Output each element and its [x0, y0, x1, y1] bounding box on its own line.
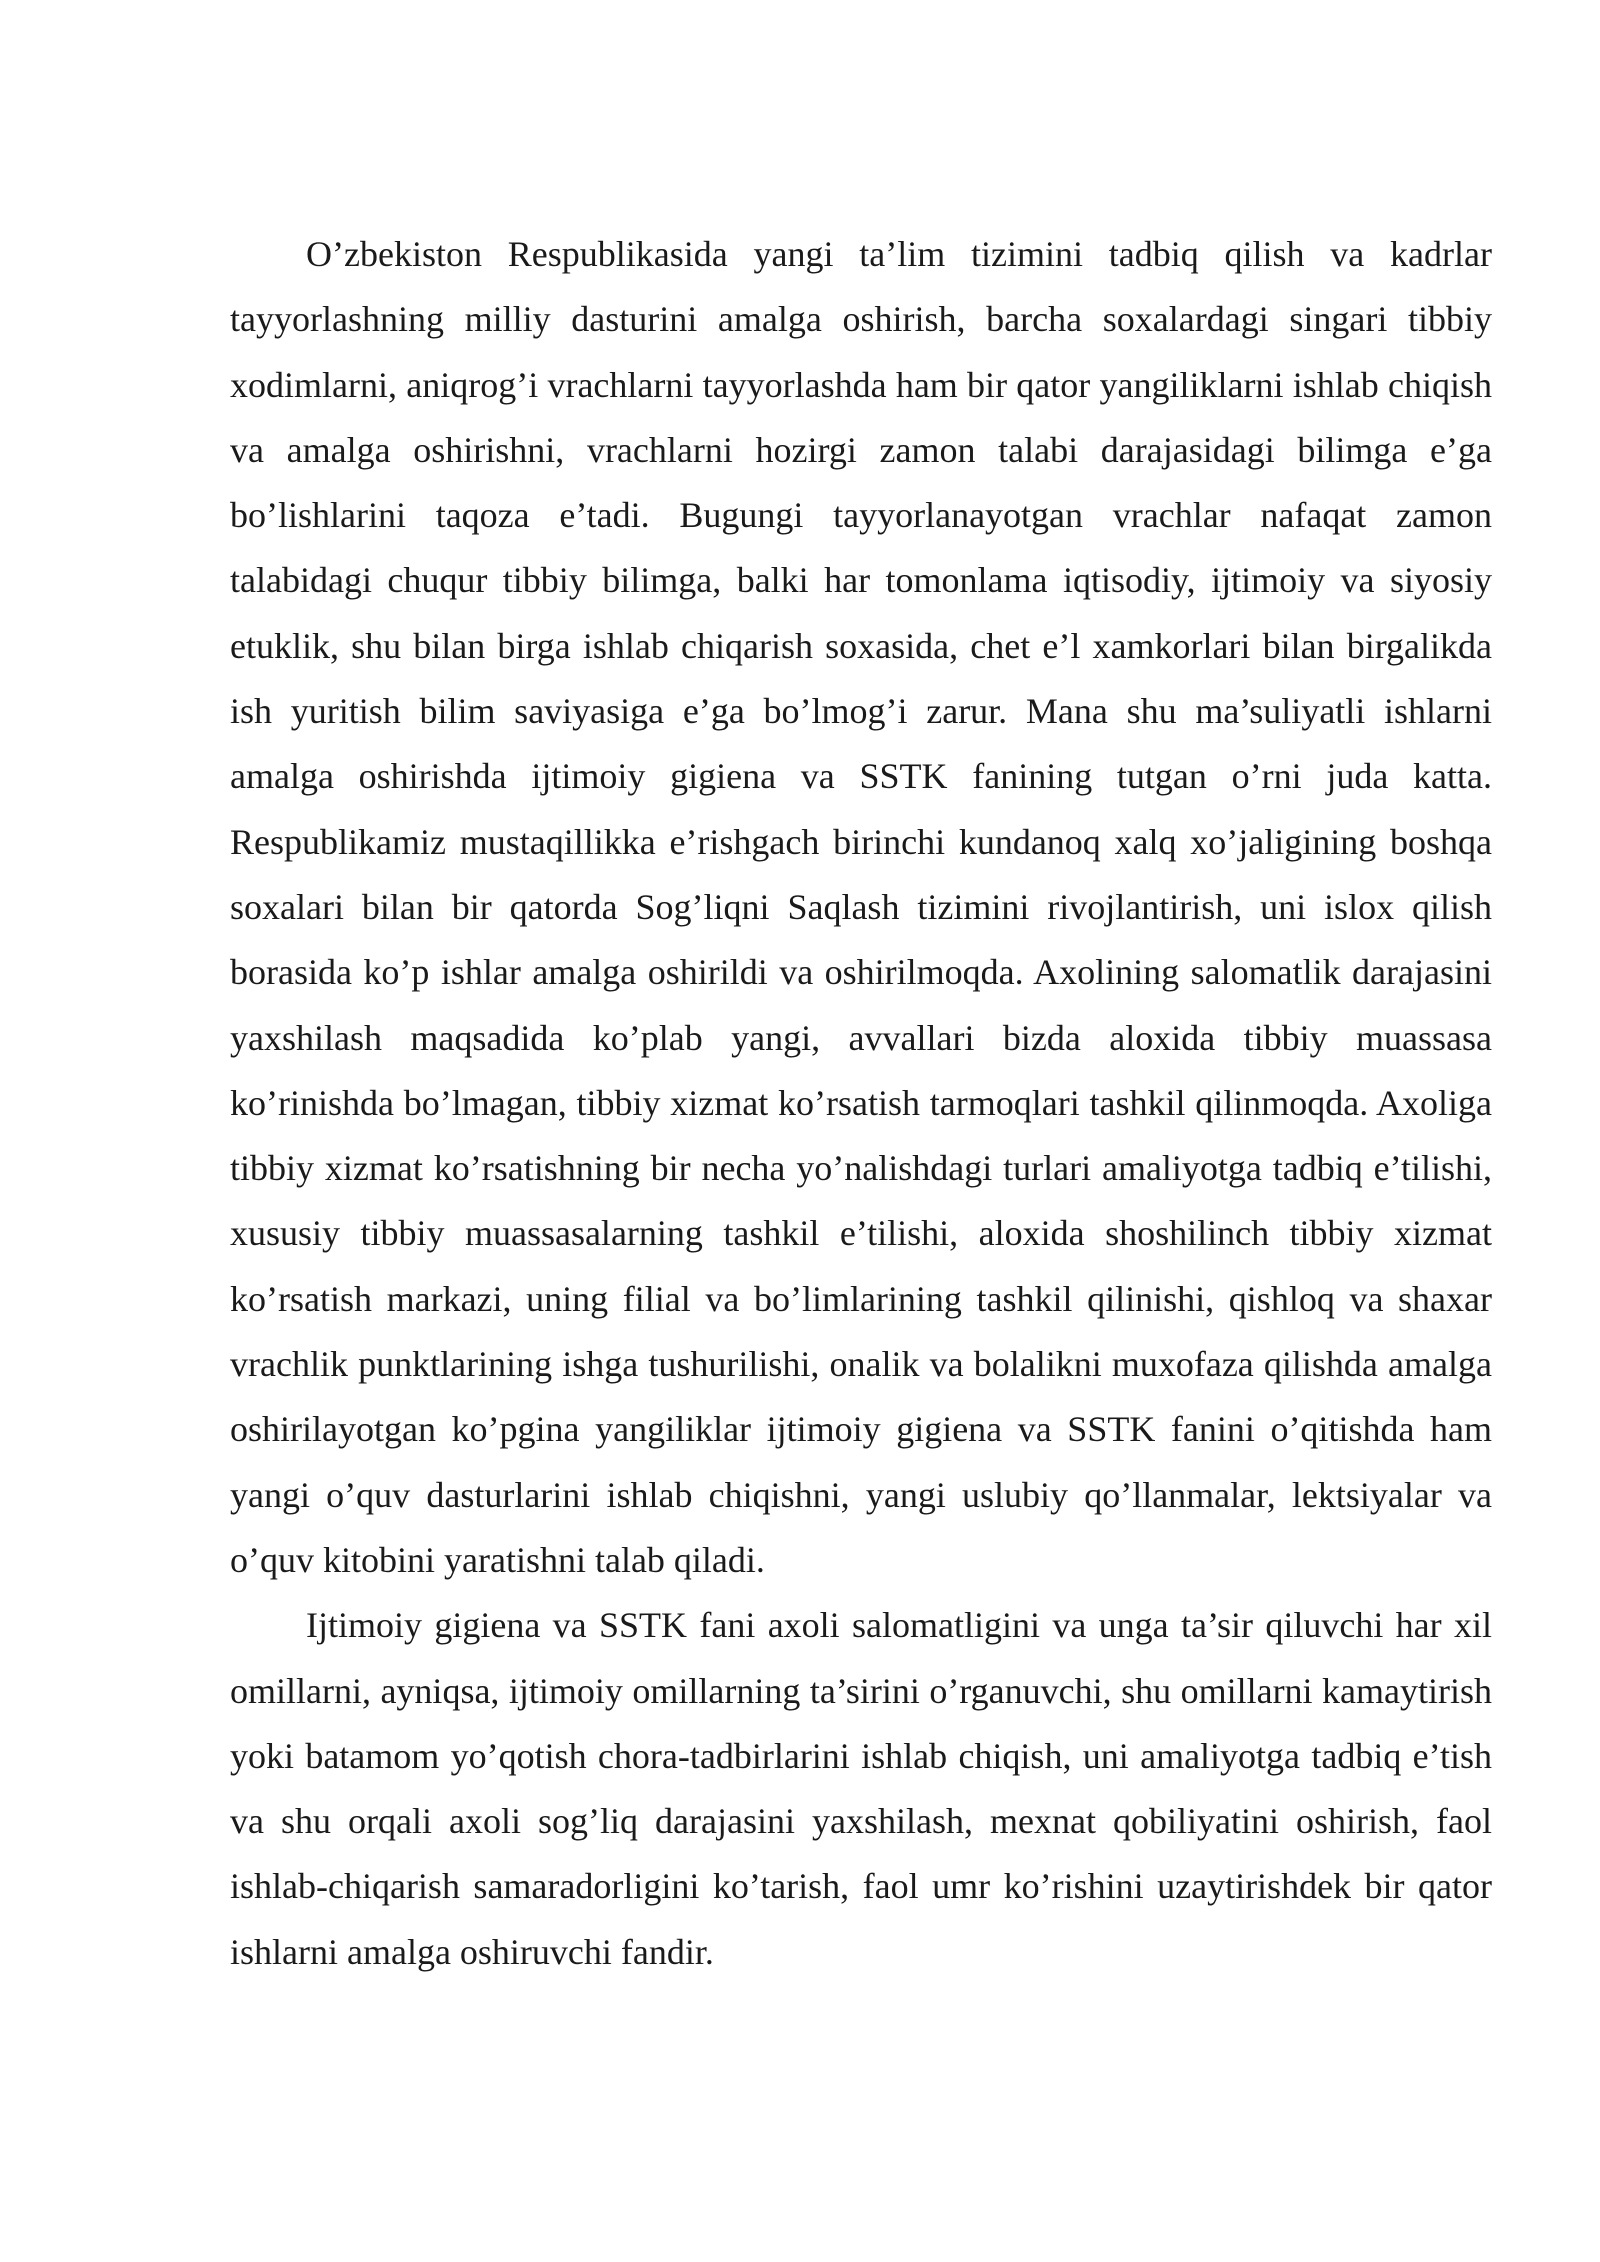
paragraph-1: O’zbekiston Respublikasida yangi ta’lim tizimini tadbiq qilish va kadrlar tayyorlashning milliy dasturini amalga oshirish, barcha soxalardagi singari tibbiy xodimlarni, aniqrog’i vrachlarni tayyorlashda ham bir qator yangiliklarni ishlab chiqish va amalga oshirishni, vrachlarni hozirgi zamon talabi darajasidagi bilimga e’ga bo’lishlarini taqoza e’tadi. Bugungi tayyorlanayotgan vrachlar nafaqat zamon talabidagi chuqur tibbiy bilimga, balki har tomonlama iqtisodiy, ijtimoiy va siyosiy etuklik, shu bilan birga ishlab chiqarish soxasida, chet e’l xamkorlari bilan birgalikda ish yuritish bilim saviyasiga e’ga bo’lmog’i zarur. Mana shu ma’suliyatli ishlarni amalga oshirishda ijtimoiy gigiena va SSTK fanining tutgan o’rni juda katta. Respublikamiz mustaqillikka e’rishgach birinchi kundanoq xalq xo’jaligining boshqa soxalari bilan bir qatorda Sog’liqni Saqlash tizimini rivojlantirish, uni islox qilish borasida ko’p ishlar amalga oshirildi va oshirilmoqda. Axolining salomatlik darajasini yaxshilash maqsadida ko’plab yangi, avvallari bizda aloxida tibbiy muassasa ko’rinishda bo’lmagan, tibbiy xizmat ko’rsatish tarmoqlari tashkil qilinmoqda. Axoliga tibbiy xizmat ko’rsatishning bir necha yo’nalishdagi turlari amaliyotga tadbiq e’tilishi, xususiy tibbiy muassasalarning tashkil e’tilishi, aloxida shoshilinch tibbiy xizmat ko’rsatish markazi, uning filial va bo’limlarining tashkil qilinishi, qishloq va shaxar vrachlik punktlarining ishga tushurilishi, onalik va bolalikni muxofaza qilishda amalga oshirilayotgan ko’pgina yangiliklar ijtimoiy gigiena va SSTK fanini o’qitishda ham yangi o’quv dasturlarini ishlab chiqishni, yangi uslubiy qo’llanmalar, lektsiyalar va o’quv kitobini yaratishni talab qiladi.	[230, 234, 1492, 1580]
paragraph-2: Ijtimoiy gigiena va SSTK fani axoli salomatligini va unga ta’sir qiluvchi har xil omillarni, ayniqsa, ijtimoiy omillarning ta’sirini o’rganuvchi, shu omillarni kamaytirish yoki batamom yo’qotish chora-tadbirlarini ishlab chiqish, uni amaliyotga tadbiq e’tish va shu orqali axoli sog’liq darajasini yaxshilash, mexnat qobiliyatini oshirish, faol ishlab-chiqarish samaradorligini ko’tarish, faol umr ko’rishini uzaytirishdek bir qator ishlarni amalga oshiruvchi fandir.	[230, 1605, 1492, 1972]
document-body	[230, 222, 1492, 1985]
